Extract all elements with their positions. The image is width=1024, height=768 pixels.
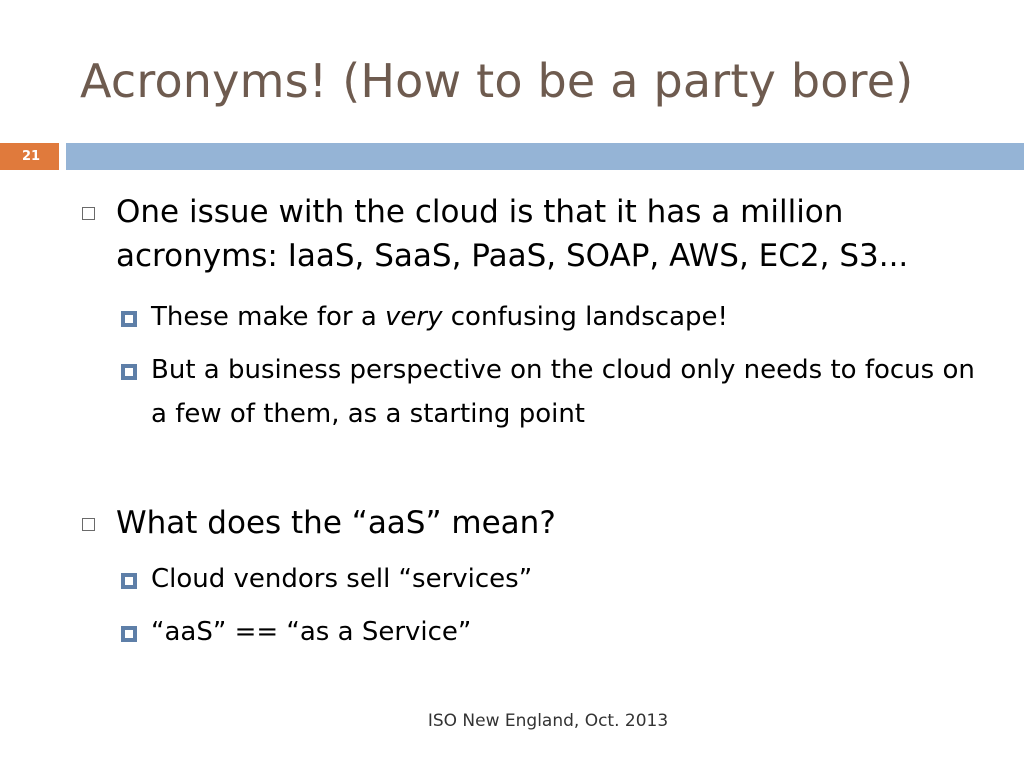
emphasis-text: very <box>385 302 443 332</box>
header-bar <box>66 143 1024 170</box>
square-bullet-icon <box>121 626 137 642</box>
sub-bullet-item <box>121 348 981 436</box>
bullet-text: One issue with the cloud is that it has a million acronyms: IaaS, SaaS, PaaS, SOAP, AWS, EC2, S3... <box>116 194 909 274</box>
sub-bullet-text-part: These make for a <box>151 302 386 332</box>
sub-bullet-text: But a business perspective on the cloud only needs to focus on a few of them, as a starting point <box>151 355 975 429</box>
hollow-square-bullet-icon <box>82 518 95 531</box>
sub-bullet-text: “aaS” == “as a Service” <box>151 617 472 647</box>
square-bullet-icon <box>121 311 137 327</box>
bullet-item <box>82 501 982 545</box>
sub-bullet-text-part: confusing landscape! <box>442 302 728 332</box>
bullet-text: What does the “aaS” mean? <box>116 505 556 541</box>
slide-title: Acronyms! (How to be a party bore) <box>80 54 914 108</box>
square-bullet-icon <box>121 573 137 589</box>
hollow-square-bullet-icon <box>82 207 95 220</box>
sub-bullet-item <box>121 557 981 601</box>
slide-number: 21 <box>0 143 59 170</box>
slide-footer: ISO New England, Oct. 2013 <box>427 711 669 731</box>
sub-bullet-item <box>121 295 981 339</box>
bullet-item <box>82 190 982 278</box>
sub-bullet-item <box>121 610 981 654</box>
square-bullet-icon <box>121 364 137 380</box>
sub-bullet-text <box>151 295 981 339</box>
sub-bullet-text: Cloud vendors sell “services” <box>151 564 533 594</box>
